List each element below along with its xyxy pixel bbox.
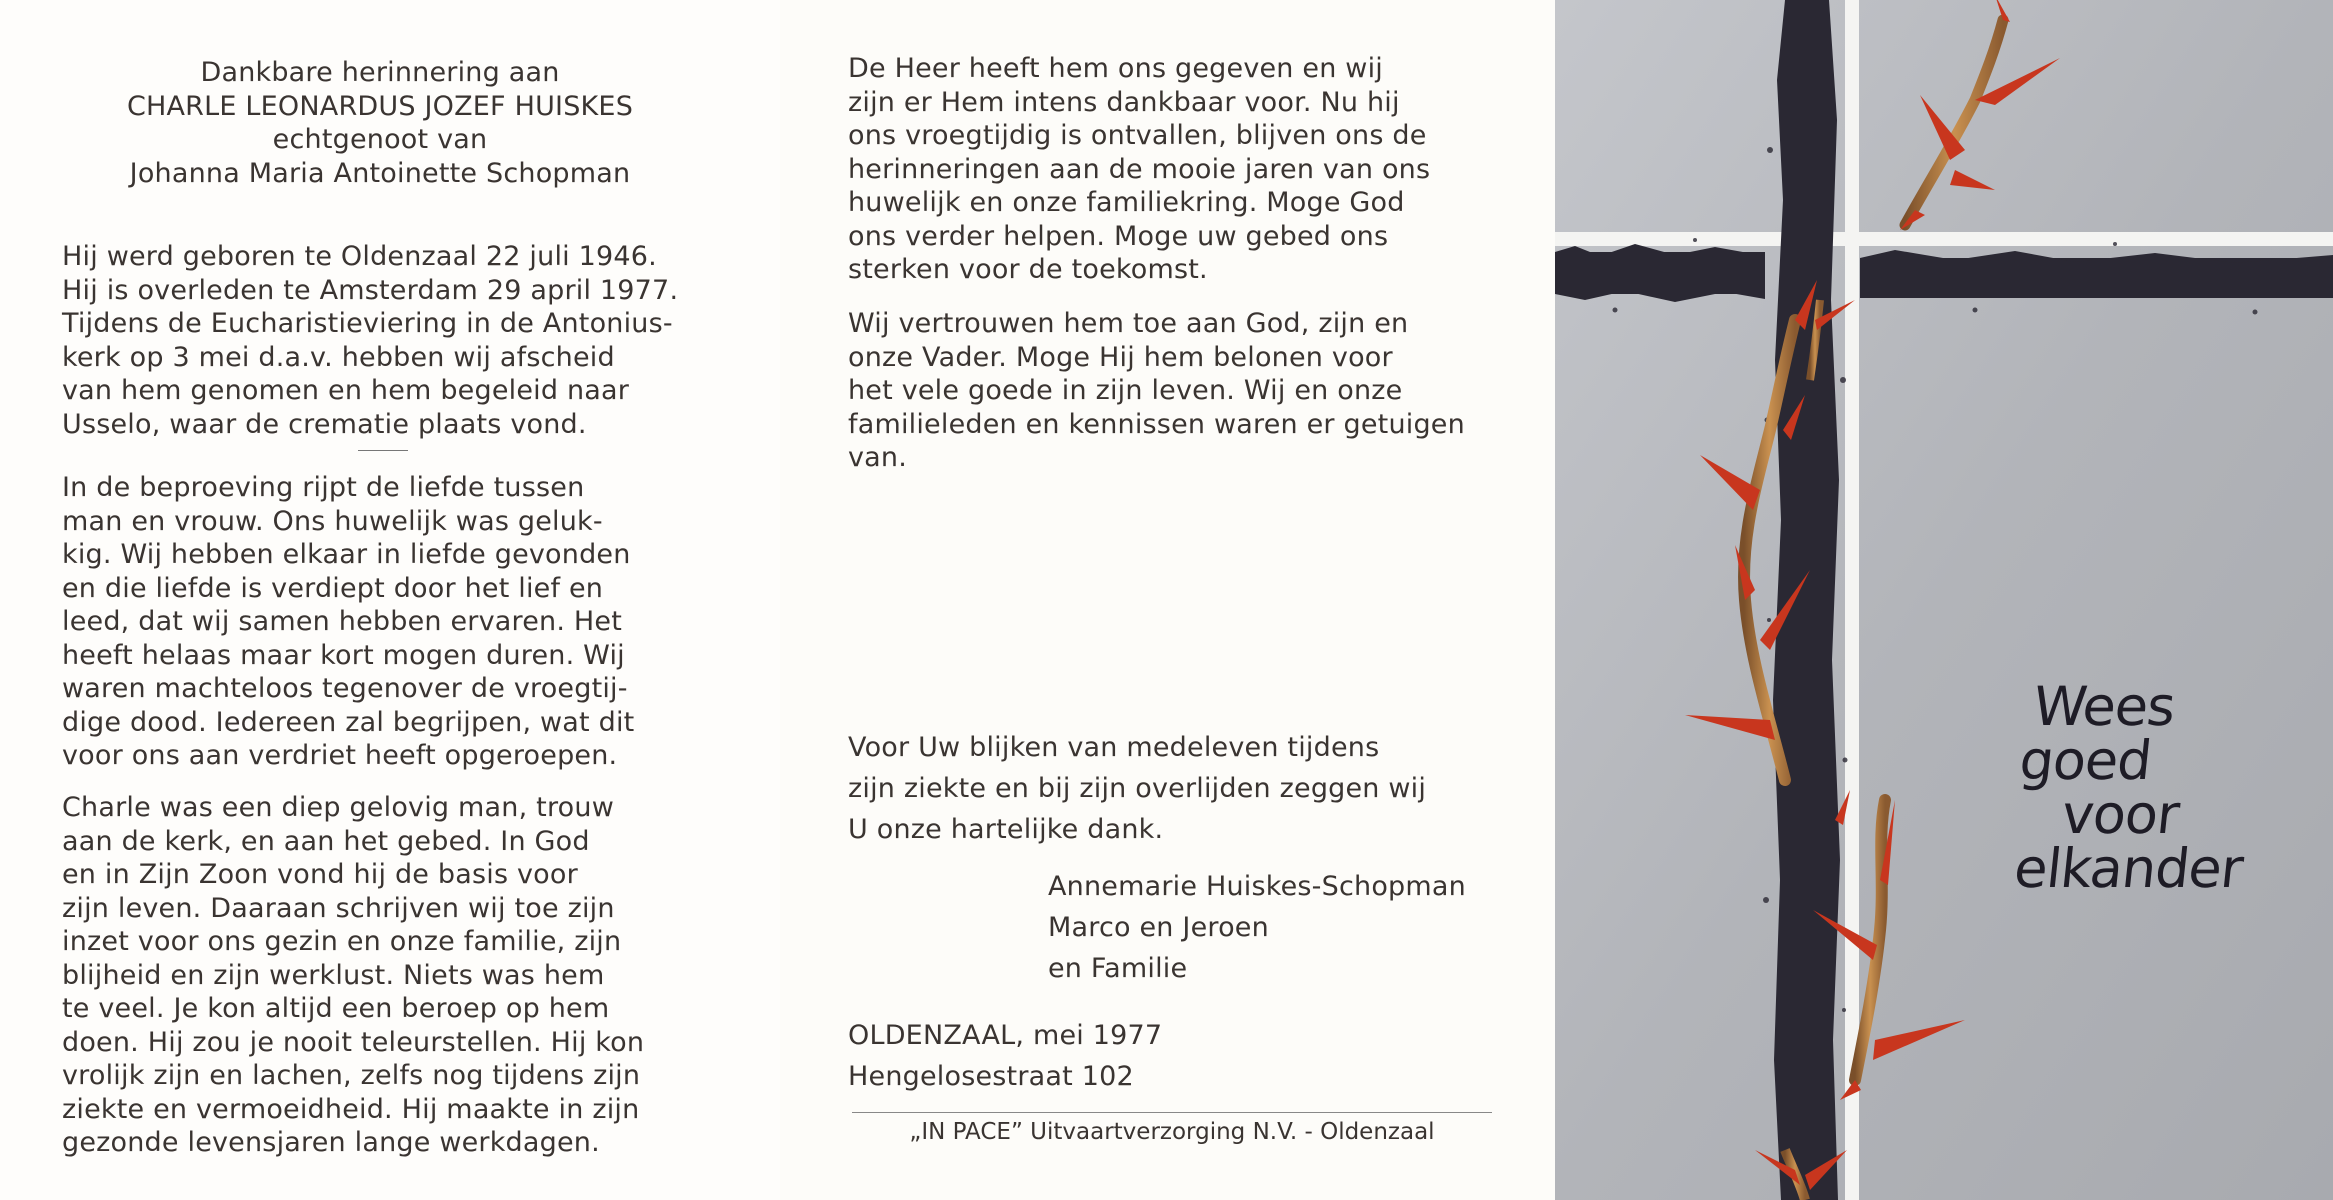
text-line: vrolijk zijn en lachen, zelfs nog tijdens zijn	[62, 1060, 641, 1091]
cross-vertical-highlight	[1845, 0, 1859, 1200]
footer-rule	[852, 1112, 1492, 1113]
text-line: het vele goede in zijn leven. Wij en onze	[848, 375, 1403, 406]
marriage-paragraph	[62, 471, 634, 773]
text-line: Charle was een diep gelovig man, trouw	[62, 792, 614, 823]
text-line: gezonde levensjaren lange werkdagen.	[62, 1127, 600, 1158]
signatories	[1048, 866, 1466, 989]
text-line: In de beproeving rijpt de liefde tussen	[62, 472, 585, 503]
spouse-name: Johanna Maria Antoinette Schopman	[129, 157, 631, 189]
text-line: familieleden en kennissen waren er getuigen	[848, 408, 1465, 440]
funeral-home-footer: „IN PACE” Uitvaartverzorging N.V. - Oldenzaal	[909, 1119, 1435, 1145]
text-line: Usselo, waar de crematie plaats vond.	[62, 408, 587, 440]
text-line: Hij werd geboren te Oldenzaal 22 juli 1946.	[62, 241, 657, 272]
divider	[358, 450, 408, 451]
signatory: en Familie	[1048, 953, 1188, 984]
text-line: dige dood. Iedereen zal begrijpen, wat dit	[62, 706, 635, 738]
signatory: Annemarie Huiskes-Schopman	[1048, 871, 1466, 902]
motto-line: elkander	[2011, 837, 2246, 900]
left-panel	[0, 0, 780, 1200]
heading-spouse-label: echtgenoot van	[272, 124, 488, 155]
text-line: kerk op 3 mei d.a.v. hebben wij afscheid	[62, 341, 615, 373]
text-line: Voor Uw blijken van medeleven tijdens	[848, 732, 1380, 763]
text-line: leed, dat wij samen hebben ervaren. Het	[62, 606, 623, 637]
text-line: inzet voor ons gezin en onze familie, zijn	[62, 926, 622, 957]
faith-paragraph	[62, 791, 644, 1160]
place-and-address	[848, 1015, 1162, 1097]
thanks-paragraph	[848, 727, 1426, 850]
middle-panel	[780, 0, 1555, 1200]
text-line: onze Vader. Moge Hij hem belonen voor	[848, 341, 1393, 373]
motto-line: Wees	[2030, 675, 2178, 738]
cover-background	[1555, 0, 2333, 1200]
text-line: blijheid en zijn werklust. Niets was hem	[62, 959, 605, 991]
cover-motto	[2011, 675, 2262, 900]
trust-paragraph	[848, 307, 1465, 475]
text-line: doen. Hij zou je nooit teleurstellen. Hij kon	[62, 1026, 645, 1058]
text-line: zijn ziekte en bij zijn overlijden zeggen wij	[848, 773, 1427, 804]
heading-dedication: Dankbare herinnering aan	[200, 57, 560, 88]
text-line: en die liefde is verdiept door het lief en	[62, 572, 604, 604]
text-line: zijn er Hem intens dankbaar voor. Nu hij	[848, 86, 1400, 118]
text-line: ons vroegtijdig is ontvallen, blijven ons de	[848, 120, 1427, 151]
text-line: herinneringen aan de mooie jaren van ons	[848, 153, 1431, 185]
cross-horizontal-highlight	[1555, 232, 2333, 246]
text-line: waren machteloos tegenover de vroegtij-	[62, 673, 628, 704]
text-line: te veel. Je kon altijd een beroep op hem	[62, 993, 610, 1024]
place-date: OLDENZAAL, mei 1977	[848, 1020, 1163, 1051]
text-line: van.	[848, 442, 908, 473]
gratitude-paragraph	[848, 52, 1430, 287]
text-line: Tijdens de Eucharistieviering in de Antonius-	[62, 308, 673, 339]
biography-paragraph	[62, 240, 712, 441]
text-line: aan de kerk, en aan het gebed. In God	[62, 825, 590, 857]
heading-block	[60, 56, 700, 190]
text-line: huwelijk en onze familiekring. Moge God	[848, 187, 1405, 218]
signatory: Marco en Jeroen	[1048, 912, 1269, 943]
text-line: sterken voor de toekomst.	[848, 254, 1208, 285]
text-line: en in Zijn Zoon vond hij de basis voor	[62, 859, 578, 890]
address: Hengelosestraat 102	[848, 1061, 1134, 1092]
cross-artwork	[1555, 0, 2333, 1200]
text-line: van hem genomen en hem begeleid naar	[62, 375, 630, 406]
text-line: heeft helaas maar kort mogen duren. Wij	[62, 639, 625, 671]
text-line: U onze hartelijke dank.	[848, 814, 1164, 845]
deceased-name: CHARLE LEONARDUS JOZEF HUISKES	[126, 90, 634, 122]
cover-panel	[1555, 0, 2333, 1200]
text-line: kig. Wij hebben elkaar in liefde gevonden	[62, 539, 631, 570]
motto-line: goed	[2016, 729, 2155, 792]
text-line: ziekte en vermoeidheid. Hij maakte in zijn	[62, 1093, 640, 1125]
text-line: ons verder helpen. Moge uw gebed ons	[848, 220, 1389, 252]
text-line: man en vrouw. Ons huwelijk was geluk-	[62, 505, 603, 537]
text-line: zijn leven. Daaraan schrijven wij toe zijn	[62, 892, 615, 924]
text-line: De Heer heeft hem ons gegeven en wij	[848, 53, 1383, 84]
text-line: voor ons aan verdriet heeft opgeroepen.	[62, 740, 618, 771]
text-line: Hij is overleden te Amsterdam 29 april 1977.	[62, 274, 679, 306]
motto-line: voor	[2058, 783, 2182, 846]
text-line: Wij vertrouwen hem toe aan God, zijn en	[848, 308, 1409, 339]
